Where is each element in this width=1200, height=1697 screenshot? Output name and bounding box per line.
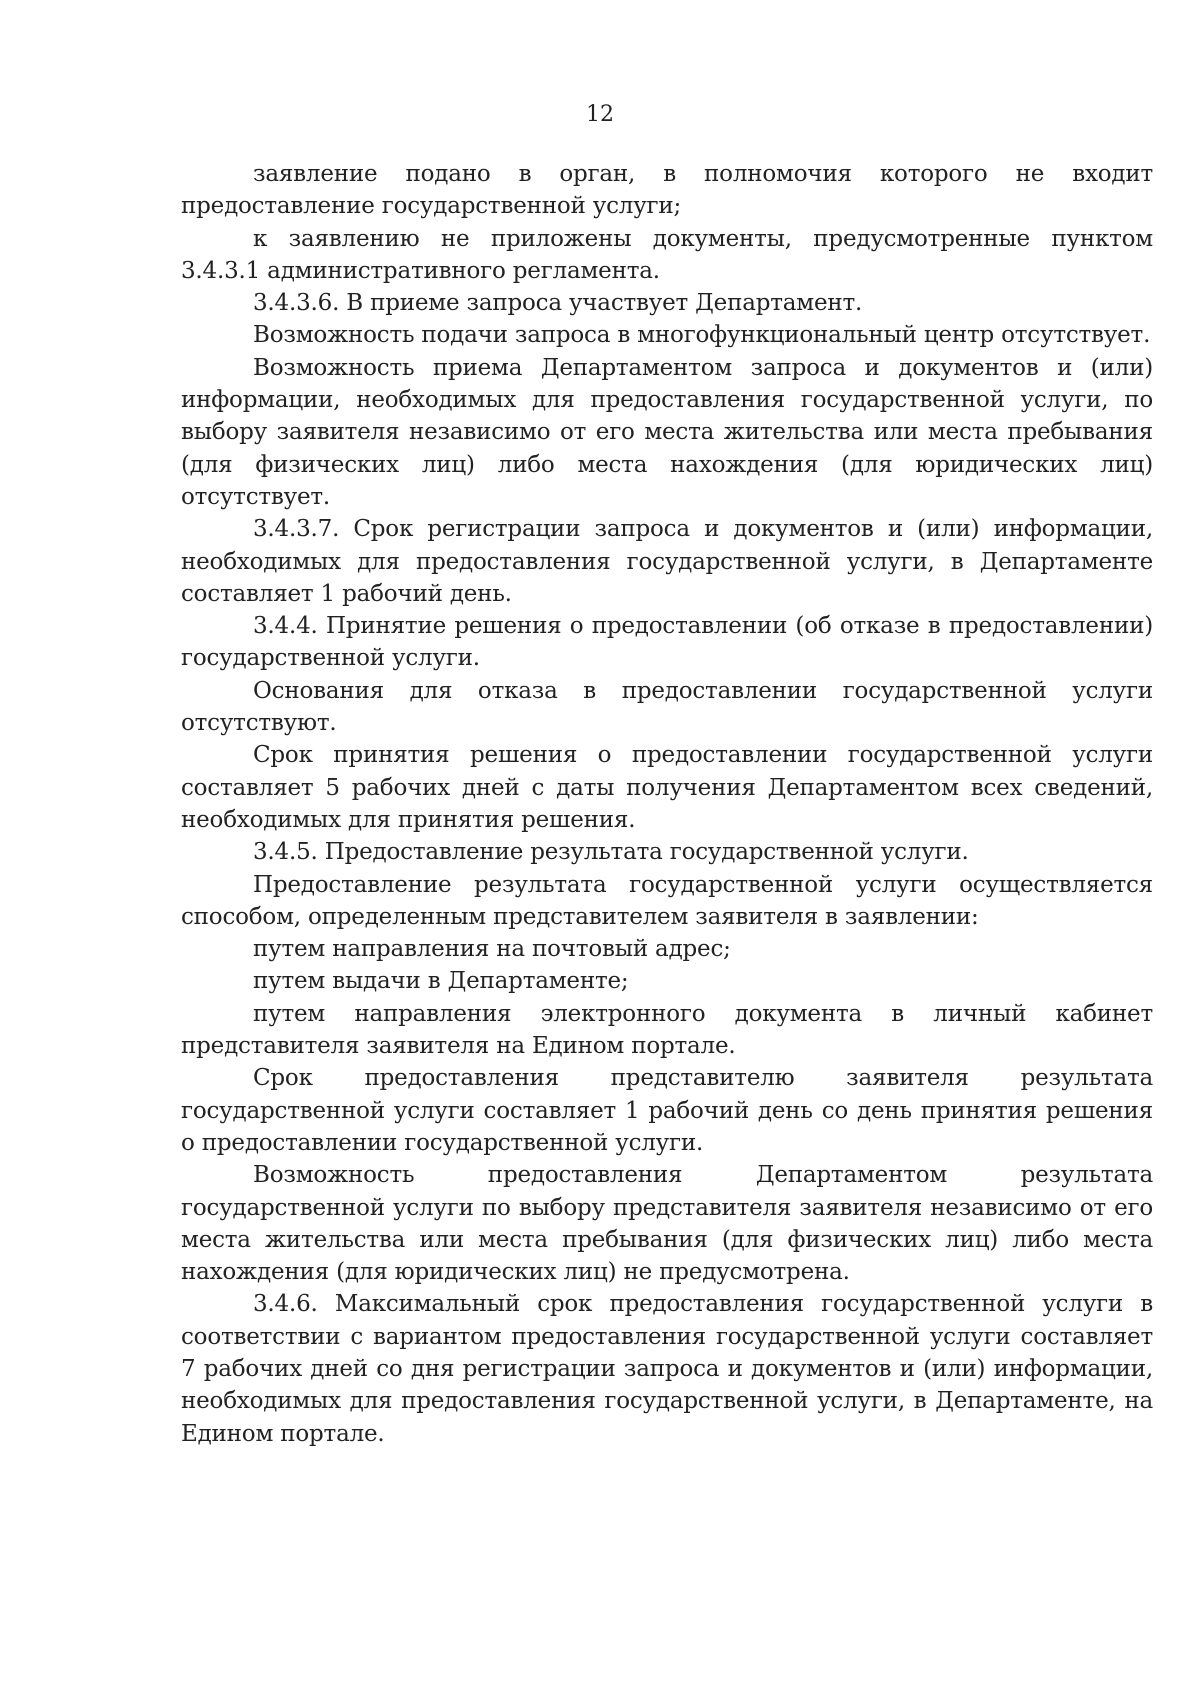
paragraph: Возможность предоставления Департаментом результата государственной услуги по выбору представителя заявителя независимо от его места жительства или места пребывания (для физических лиц) либо места нахождения (для юридических лиц) не предусмотрена. <box>181 1162 1153 1286</box>
paragraph: Возможность приема Департаментом запроса и документов и (или) информации, необходимых для предоставления государственной услуги, по выбору заявителя независимо от его места жительства или места пребывания (для физических лиц) либо места нахождения (для юридических лиц) отсутствует. <box>181 354 1153 510</box>
paragraph: Срок предоставления представителю заявителя результата государственной услуги составляет 1 рабочий день со день принятия решения о предоставлении государственной услуги. <box>181 1065 1153 1156</box>
paragraph: заявление подано в орган, в полномочия которого не входит предоставление государственной услуги; <box>181 161 1153 220</box>
paragraph: путем направления электронного документа в личный кабинет представителя заявителя на Едином портале. <box>181 1000 1153 1060</box>
paragraph: 3.4.4. Принятие решения о предоставлении (об отказе в предоставлении) государственной услуги. <box>181 613 1153 672</box>
paragraph: 3.4.3.6. В приеме запроса участвует Департамент. <box>253 290 863 317</box>
paragraph: Срок принятия решения о предоставлении государственной услуги составляет 5 рабочих дней с даты получения Департаментом всех сведений, необходимых для принятия решения. <box>181 742 1153 833</box>
paragraph: путем выдачи в Департаменте; <box>253 968 629 995</box>
paragraph: к заявлению не приложены документы, предусмотренные пунктом 3.4.3.1 административного регламента. <box>181 225 1153 284</box>
paragraph: Предоставление результата государственной услуги осуществляется способом, определенным представителем заявителя в заявлении: <box>181 871 1153 930</box>
paragraph: Возможность подачи запроса в многофункциональный центр отсутствует. <box>253 322 1151 349</box>
paragraph: путем направления на почтовый адрес; <box>253 936 731 963</box>
paragraph: Основания для отказа в предоставлении государственной услуги отсутствуют. <box>181 677 1153 737</box>
paragraph: 3.4.5. Предоставление результата государственной услуги. <box>253 839 969 866</box>
paragraph: 3.4.6. Максимальный срок предоставления государственной услуги в соответствии с вариантом предоставления государственной услуги составляет 7 рабочих дней со дня регистрации запроса и документов и (или) информации, необходимых для предоставления государственной услуги, в Департаменте, на Едином портале. <box>181 1291 1153 1447</box>
document-body <box>181 158 1153 1450</box>
page-number: 12 <box>586 102 614 127</box>
paragraph: 3.4.3.7. Срок регистрации запроса и документов и (или) информации, необходимых для предоставления государственной услуги, в Департаменте составляет 1 рабочий день. <box>181 516 1153 607</box>
